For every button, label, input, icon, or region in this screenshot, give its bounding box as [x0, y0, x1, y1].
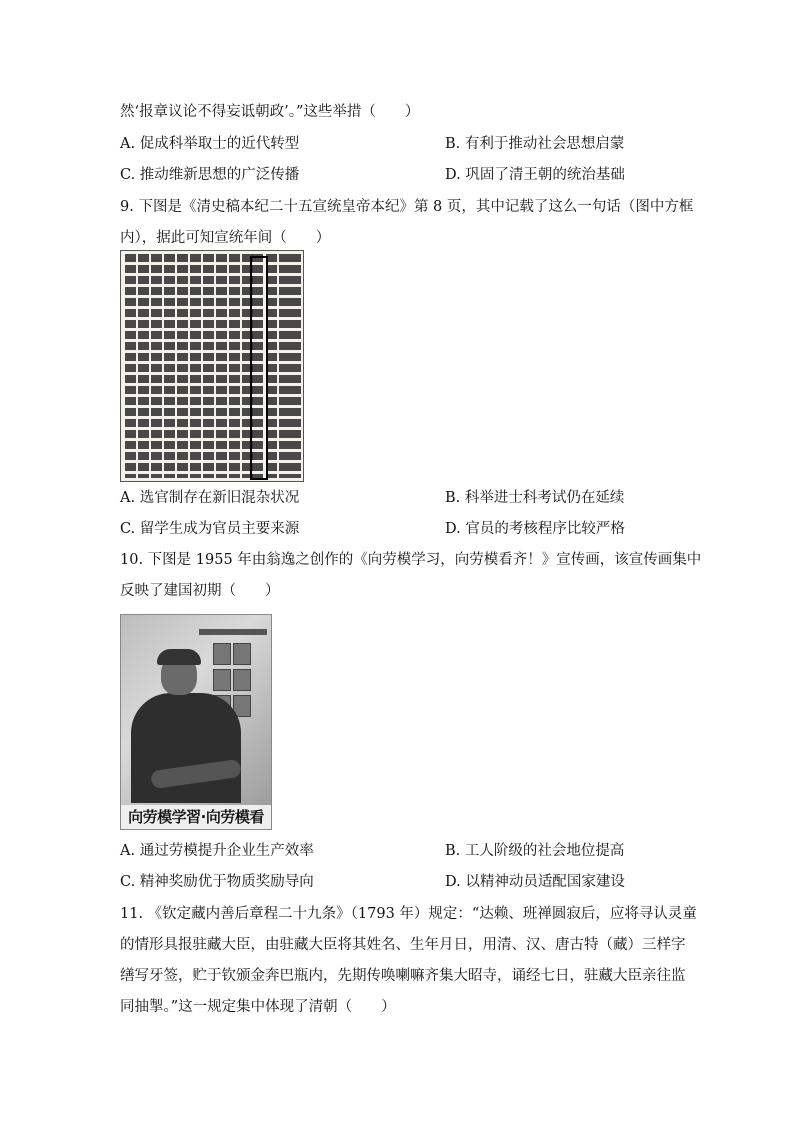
q10-option-d: D. 以精神动员适配国家建设: [445, 874, 625, 890]
q10-option-c: C. 精神奖励优于物质奖励导向: [120, 874, 314, 890]
q11-stem-line2: 的情形具报驻藏大臣，由驻藏大臣将其姓名、生年月日，用清、汉、唐古特（藏）三样字: [120, 937, 686, 953]
labor-model-poster-image: [120, 614, 272, 830]
q9-stem-line2: 内），据此可知宣统年间（ ）: [120, 230, 331, 246]
q9-option-c: C. 留学生成为官员主要来源: [120, 521, 300, 537]
q10-option-a: A. 通过劳模提升企业生产效率: [120, 843, 314, 859]
q11-stem-line1: 11. 《钦定藏内善后章程二十九条》（1793 年）规定：“达赖、班禅圆寂后，应将寻认灵童: [120, 906, 697, 922]
q8-option-a: A. 促成科举取士的近代转型: [120, 136, 300, 152]
q9-option-d: D. 官员的考核程序比较严格: [445, 521, 625, 537]
q8-stem-tail: 然‘报章议论不得妄诋朝政’。”这些举措（ ）: [120, 104, 420, 120]
q10-stem-line1: 10. 下图是 1955 年由翁逸之创作的《向劳模学习，向劳模看齐！》宣传画，该宣传画集中: [120, 552, 702, 568]
q9-option-b: B. 科举进士科考试仍在延续: [445, 490, 625, 506]
q9-option-a: A. 选官制存在新旧混杂状况: [120, 490, 300, 506]
q10-option-b: B. 工人阶级的社会地位提高: [445, 843, 625, 859]
q10-stem-line2: 反映了建国初期（ ）: [120, 583, 280, 599]
q8-option-b: B. 有利于推动社会思想启蒙: [445, 136, 625, 152]
q8-option-d: D. 巩固了清王朝的统治基础: [445, 167, 625, 183]
q8-option-c: C. 推动维新思想的广泛传播: [120, 167, 300, 183]
highlight-box: [250, 256, 268, 480]
q9-stem-line1: 9. 下图是《清史稿本纪二十五宣统皇帝本纪》第 8 页，其中记载了这么一句话（图中方框: [120, 199, 694, 215]
poster-caption: 向劳模学習·向劳模看: [121, 805, 271, 829]
qing-history-text-image: [120, 250, 304, 482]
q11-stem-line3: 缮写牙签，贮于钦颁金奔巴瓶内，先期传唤喇嘛齐集大昭寺，诵经七日，驻藏大臣亲往监: [120, 968, 686, 984]
q11-stem-line4: 同抽掣。”这一规定集中体现了清朝（ ）: [120, 999, 396, 1015]
